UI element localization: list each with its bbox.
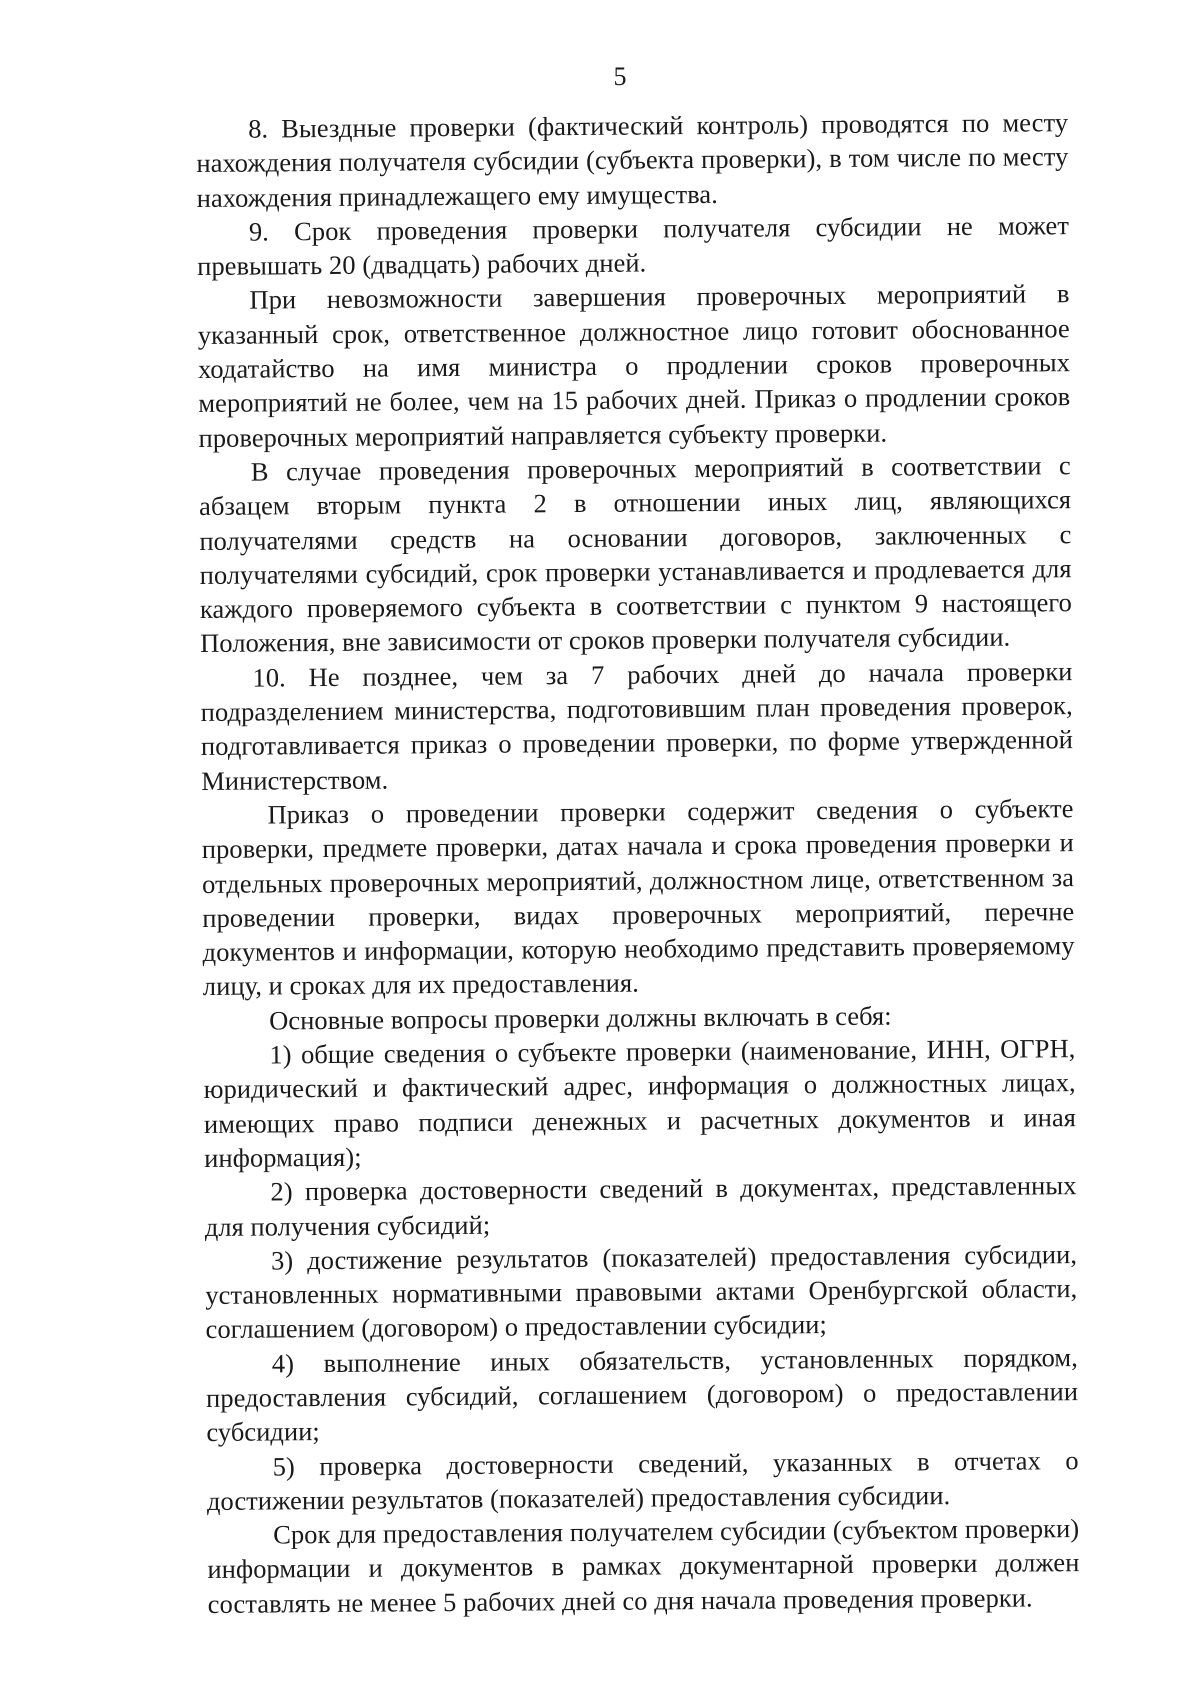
paragraph-order-contents: Приказ о проведении проверки содержит сведения о субъекте проверки, предмете проверки, датах начала и срока проведения проверки и отдельных проверочных мероприятий, должностном лице, ответственном за проведении проверки, видах проверочных мероприятий, перечне документов и информации, которую необходимо представить проверяемому лицу, и сроках для их предоставления. [201,793,1075,1002]
paragraph-10-inspection-order: 10. Не позднее, чем за 7 рабочих дней до начала проверки подразделением министерства, подготовившим план проведения проверок, подготавливается приказ о проведении проверки, по форме утвержденной Министерством. [200,655,1074,796]
page-number: 5 [613,62,627,91]
paragraph-other-recipients: В случае проведения проверочных мероприятий в соответствии с абзацем вторым пункта 2 в отношении иных лиц, являющихся получателями средств на основании договоров, заключенных с получателями субсидий, срок проверки устанавливается и продлевается для каждого проверяемого субъекта в соответствии с пунктом 9 настоящего Положения, вне зависимости от сроков проверки получателя субсидии. [198,450,1072,659]
paragraph-main-questions: Основные вопросы проверки должны включать в себя: [269,1000,892,1036]
list-item-3-results: 3) достижение результатов (показателей) предоставления субсидии, установленных нормативными правовыми актами Оренбургской области, соглашением (договором) о предоставлении субсидии; [205,1238,1078,1345]
list-item-1-general-info: 1) общие сведения о субъекте проверки (наименование, ИНН, ОГРН, юридический и фактический адрес, информация о должностных лицах, имеющих право подписи денежных и расчетных документов и иная информация); [203,1033,1077,1173]
paragraph-submission-term: Срок для предоставления получателем субсидии (субъектом проверки) информации и документов в рамках документарной проверки должен составлять не менее 5 рабочих дней со дня начала проведения проверки. [207,1513,1080,1619]
document-body [196,105,1080,1621]
list-item-4-obligations: 4) выполнение иных обязательств, установленных порядком, предоставления субсидий, соглашением (договором) о предоставлении субсидии; [205,1341,1079,1448]
list-item-2-document-check: 2) проверка достоверности сведений в документах, представленных для получения субсидий; [204,1170,1077,1242]
list-item-5-reports-check: 5) проверка достоверности сведений, указанных в отчетах о достижении результатов (показателей) предоставления субсидии. [206,1444,1079,1516]
paragraph-term-extension: При невозможности завершения проверочных мероприятий в указанный срок, ответственное должностное лицо готовит обоснованное ходатайство на имя министра о продлении сроков проверочных мероприятий не более, чем на 15 рабочих дней. Приказ о продлении сроков проверочных мероприятий направляется субъекту проверки. [197,278,1071,453]
paragraph-8-onsite-inspections: 8. Выездные проверки (фактический контроль) проводятся по месту нахождения получателя субсидии (субъекта проверки), в том числе по месту нахождения принадлежащего ему имущества. [196,107,1069,213]
paragraph-9-inspection-term: 9. Срок проведения проверки получателя субсидии не может превышать 20 (двадцать) рабочих дней. [197,210,1070,282]
